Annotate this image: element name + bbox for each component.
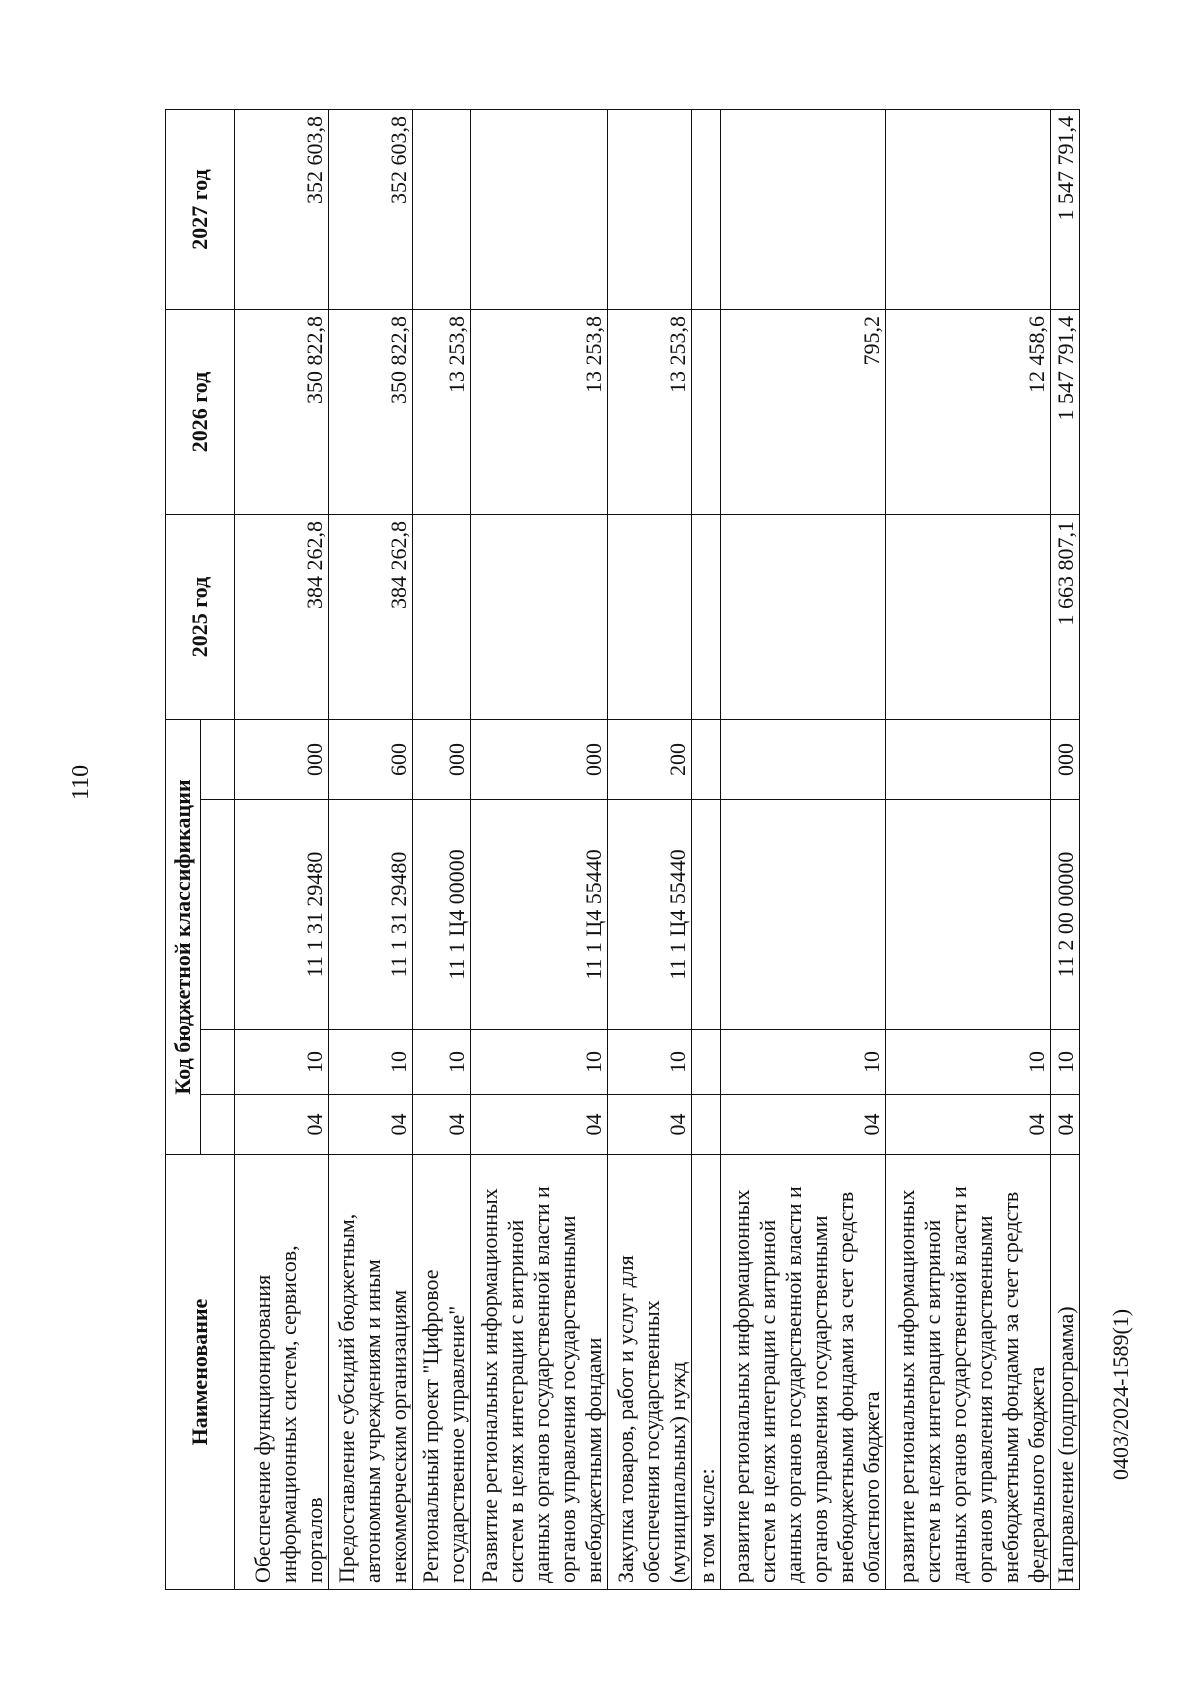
table-row [886,110,1051,1590]
row-value-2026: 13 253,8 [413,310,471,515]
table-row [235,110,329,1590]
row-code-subsection: 10 [413,1030,471,1095]
code-subcol-1 [200,1095,235,1155]
row-code-subsection: 10 [608,1030,692,1095]
row-code-subsection: 10 [470,1030,607,1095]
row-name: Направление (подпрограмма) [1050,1155,1079,1590]
row-code-target [692,800,721,1030]
row-code-subsection [692,1030,721,1095]
row-value-2025 [886,515,1051,720]
row-value-2026: 350 822,8 [235,310,329,515]
row-code-expense: 000 [470,720,607,800]
row-code-expense: 200 [608,720,692,800]
row-name: развитие региональных информационных систем в целях интеграции с витриной данных органов государственной власти и органов управления государственными внебюджетными фондами за счет средств федерального бюджета [886,1155,1051,1590]
row-code-subsection: 10 [235,1030,329,1095]
row-name: Закупка товаров, работ и услуг для обеспечения государственных (муниципальных) нужд [608,1155,692,1590]
row-name: Предоставление субсидий бюджетным, автономным учреждениям и иным некоммерческим организациям [329,1155,413,1590]
budget-table [165,109,1080,1590]
row-value-2026: 350 822,8 [329,310,413,515]
row-code-section: 04 [329,1095,413,1155]
row-value-2026: 795,2 [721,310,886,515]
row-value-2027 [692,110,721,310]
budget-table-container [165,110,1080,1590]
row-value-2026: 1 547 791,4 [1050,310,1079,515]
row-code-expense: 000 [235,720,329,800]
row-value-2027 [413,110,471,310]
row-code-section: 04 [886,1095,1051,1155]
row-code-expense [721,720,886,800]
row-value-2027 [721,110,886,310]
table-row [329,110,413,1590]
table-row [721,110,886,1590]
row-code-expense [886,720,1051,800]
row-value-2025 [721,515,886,720]
row-code-subsection: 10 [721,1030,886,1095]
row-code-expense: 000 [1050,720,1079,800]
row-code-section: 04 [721,1095,886,1155]
table-row [692,110,721,1590]
table-row [608,110,692,1590]
row-value-2026: 13 253,8 [608,310,692,515]
row-code-target: 11 1 31 29480 [329,800,413,1030]
row-name: Обеспечение функционирования информационных систем, сервисов, порталов [235,1155,329,1590]
row-code-target: 11 2 00 00000 [1050,800,1079,1030]
row-value-2027: 352 603,8 [329,110,413,310]
row-code-target [721,800,886,1030]
row-code-target [886,800,1051,1030]
row-code-subsection: 10 [1050,1030,1079,1095]
table-row [1050,110,1079,1590]
row-value-2026: 13 253,8 [470,310,607,515]
code-subcol-2 [200,1030,235,1095]
row-code-section: 04 [413,1095,471,1155]
row-value-2025 [608,515,692,720]
row-code-section [692,1095,721,1155]
header-code: Код бюджетной классификации [166,720,201,1155]
row-name: Развитие региональных информационных систем в целях интеграции с витриной данных органов государственной власти и органов управления государственными внебюджетными фондами [470,1155,607,1590]
row-code-target: 11 1 Ц4 00000 [413,800,471,1030]
row-code-expense: 000 [413,720,471,800]
row-value-2025 [413,515,471,720]
row-code-subsection: 10 [886,1030,1051,1095]
document-code: 0403/2024-1589(1) [1108,1308,1133,1480]
row-code-section: 04 [235,1095,329,1155]
header-2025: 2025 год [166,515,235,720]
row-value-2027 [886,110,1051,310]
row-code-target: 11 1 Ц4 55440 [470,800,607,1030]
table-row [413,110,471,1590]
row-code-section: 04 [1050,1095,1079,1155]
row-value-2025 [470,515,607,720]
row-value-2027 [608,110,692,310]
row-code-section: 04 [608,1095,692,1155]
row-code-section: 04 [470,1095,607,1155]
row-name: развитие региональных информационных систем в целях интеграции с витриной данных органов государственной власти и органов управления государственными внебюджетными фондами за счет средств областного бюджета [721,1155,886,1590]
row-code-subsection: 10 [329,1030,413,1095]
code-subcol-4 [200,720,235,800]
row-value-2027 [470,110,607,310]
table-row [470,110,607,1590]
header-name: Наименование [166,1155,235,1590]
header-row [166,110,201,1590]
row-value-2026: 12 458,6 [886,310,1051,515]
row-code-target: 11 1 31 29480 [235,800,329,1030]
row-value-2025: 384 262,8 [329,515,413,720]
row-name: Региональный проект "Цифровое государственное управление" [413,1155,471,1590]
row-code-expense: 600 [329,720,413,800]
code-subcol-3 [200,800,235,1030]
row-code-expense [692,720,721,800]
row-value-2027: 1 547 791,4 [1050,110,1079,310]
row-value-2026 [692,310,721,515]
header-2027: 2027 год [166,110,235,310]
row-code-target: 11 1 Ц4 55440 [608,800,692,1030]
row-value-2025: 384 262,8 [235,515,329,720]
header-2026: 2026 год [166,310,235,515]
page-number: 110 [68,764,94,800]
row-value-2027: 352 603,8 [235,110,329,310]
row-name: в том числе: [692,1155,721,1590]
row-value-2025 [692,515,721,720]
row-value-2025: 1 663 807,1 [1050,515,1079,720]
